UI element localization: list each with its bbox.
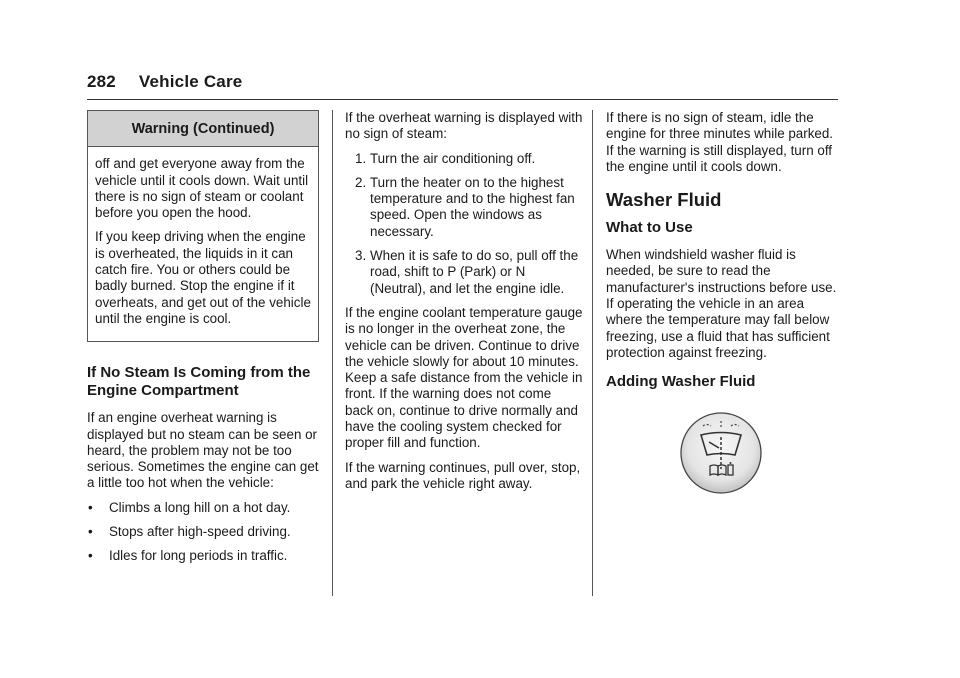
washer-fluid-cap-icon [679, 411, 763, 495]
no-steam-heading: If No Steam Is Coming from the Engine Compartment [87, 364, 311, 400]
column-2 [345, 110, 583, 500]
warning-paragraph: If you keep driving when the engine is overheated, the liquids in it can catch fire. You or others could be badly burned. Stop the engine if it overheats, and get out of the vehicle until the engine is cool. [95, 229, 311, 326]
overheat-intro: If the overheat warning is displayed with no sign of steam: [345, 110, 583, 142]
warning-continues-paragraph: If the warning continues, pull over, stop, and park the vehicle right away. [345, 459, 581, 491]
what-to-use-text: When windshield washer fluid is needed, be sure to read the manufacturer's instructions before use. If operating the vehicle in an area where the temperature may fall below freezing, use a fluid that has sufficient protection against freezing. [606, 247, 837, 360]
list-item: • Idles for long periods in traffic. [88, 548, 288, 564]
list-item: 2. Turn the heater on to the highest temperature and to the highest fan speed. Open the windows as necessary. [355, 174, 575, 239]
idle-paragraph: If there is no sign of steam, idle the engine for three minutes while parked. If the warning is still displayed, turn off the engine until it cools down. [606, 110, 834, 174]
header-rule [87, 99, 838, 100]
warning-box [87, 110, 319, 342]
washer-fluid-heading: Washer Fluid [606, 189, 722, 211]
page-number: 282 [87, 72, 116, 91]
what-to-use-heading: What to Use [606, 219, 693, 237]
section-title: Vehicle Care [138, 72, 243, 91]
warning-paragraph: off and get everyone away from the vehicle until it cools down. Wait until there is no sign of steam or coolant before you open the hood. [95, 156, 309, 221]
no-steam-intro: If an engine overheat warning is displayed but no steam can be seen or heard, the problem may not be too serious. Sometimes the engine can get a little too hot when the vehicle: [87, 410, 319, 491]
column-1 [87, 110, 319, 573]
list-item: • Climbs a long hill on a hot day. [88, 499, 291, 515]
page-header [87, 72, 242, 92]
bullet-icon: • [88, 524, 93, 540]
list-item: 1. Turn the air conditioning off. [355, 150, 536, 166]
bullet-icon: • [88, 499, 93, 515]
column-divider [332, 110, 333, 596]
list-item: 3. When it is safe to do so, pull off the road, shift to P (Park) or N (Neutral), and let the engine idle. [355, 248, 579, 296]
column-3 [606, 110, 838, 495]
bullet-icon: • [88, 548, 93, 564]
adding-washer-fluid-heading: Adding Washer Fluid [606, 373, 756, 391]
overheat-steps [345, 151, 583, 297]
coolant-gauge-paragraph: If the engine coolant temperature gauge is no longer in the overheat zone, the vehicle can be driven. Continue to drive the vehicle slowly for about 10 minutes. Keep a safe distance from the vehicle in front. If the warning does not come back on, continue to drive normally and have the cooling system checked for proper fill and function. [345, 304, 583, 451]
column-divider [592, 110, 593, 596]
list-item: • Stops after high-speed driving. [88, 524, 291, 540]
warning-title: Warning (Continued) [88, 111, 318, 147]
no-steam-bullets [87, 500, 319, 565]
